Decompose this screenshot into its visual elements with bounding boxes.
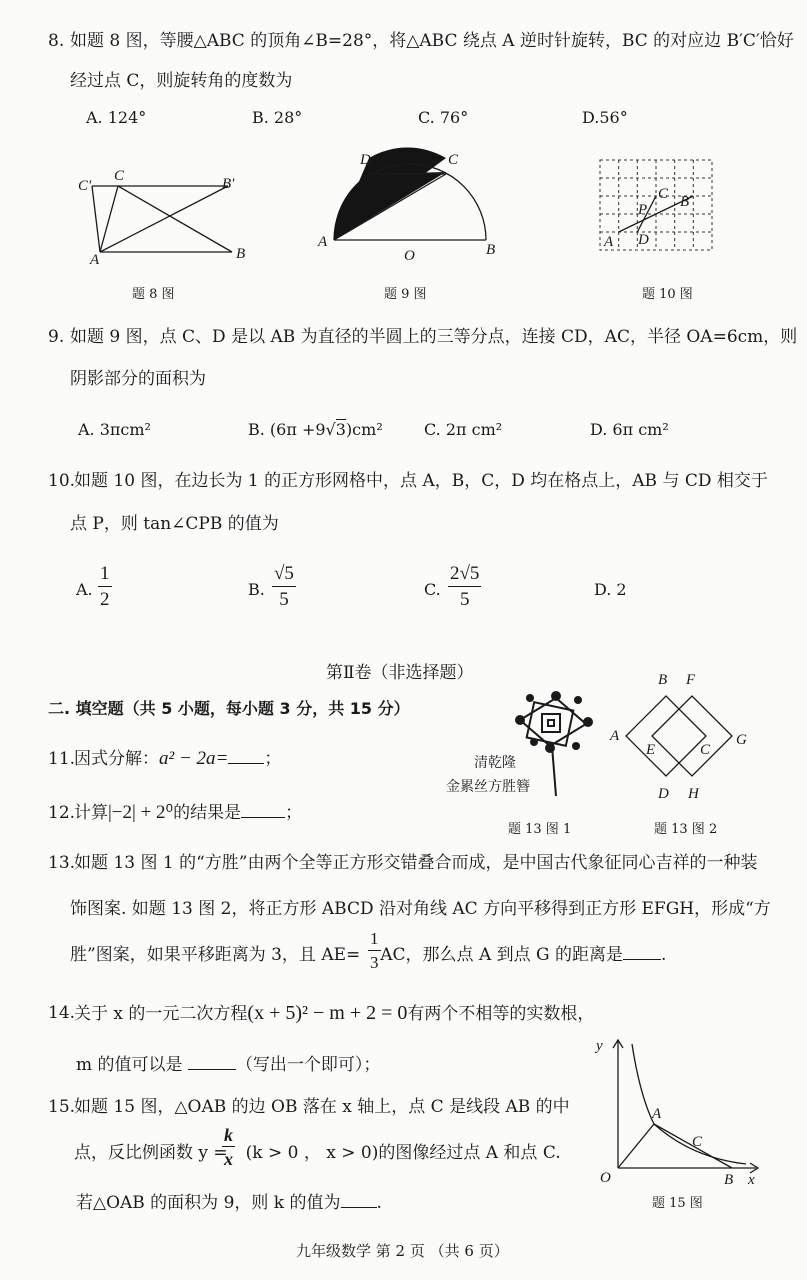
fig13-2-label-a: A xyxy=(610,728,620,744)
page-footer: 九年级数学 第 2 页 （共 6 页） xyxy=(296,1242,509,1260)
fig15-label-y: y xyxy=(596,1038,603,1054)
q8-text-line1: 如题 8 图，等腰△ABC 的顶角∠B=28°，将△ABC 绕点 A 逆时针旋转，BC 的对应边 B′C′恰好 xyxy=(70,31,794,51)
q9-option-b-prefix: B. (6π +9 xyxy=(248,420,326,439)
q10-text-line2: 点 P，则 tan∠CPB 的值为 xyxy=(70,514,279,534)
q9-option-b-radicand: 3 xyxy=(335,420,346,439)
q12-suffix: 的结果是 xyxy=(173,803,242,823)
q14-equation: (x + 5)² − m + 2 = 0 xyxy=(247,1002,408,1024)
fig9-caption: 题 9 图 xyxy=(384,287,427,302)
q15-number: 15. xyxy=(48,1097,76,1117)
figure-9 xyxy=(318,148,508,268)
fig13-2-label-f: F xyxy=(686,672,696,688)
figure-13-2 xyxy=(610,668,760,808)
q11-end: ； xyxy=(264,749,282,769)
q15-line2-prefix: 点，反比例函数 y = xyxy=(74,1143,228,1163)
q13-line3-suffix: AC，那么点 A 到点 G 的距离是 xyxy=(380,945,624,965)
q15-fraction-denominator: x xyxy=(224,1149,233,1169)
q15-text-line3 xyxy=(76,1192,382,1214)
q14-text-line2 xyxy=(76,1054,380,1076)
q13-text-line2: 饰图案. 如题 13 图 2，将正方形 ABCD 沿对角线 AC 方向平移得到正方形 EFGH，形成“方 xyxy=(70,899,771,919)
fig13-1-label-line2: 金累丝方胜簪 xyxy=(446,779,530,795)
fig9-label-b: B xyxy=(486,242,496,258)
q10-option-b-numerator: √5 xyxy=(272,562,296,587)
q10-option-a-fraction xyxy=(98,562,112,613)
fig10-label-p: P xyxy=(638,202,648,218)
figure-15 xyxy=(592,1036,764,1186)
q15-text-line2 xyxy=(74,1142,561,1164)
q13-number: 13. xyxy=(48,853,76,873)
q15-answer-blank xyxy=(341,1207,377,1208)
q10-option-c-fraction xyxy=(448,562,481,613)
q10-option-a-denominator: 2 xyxy=(100,589,110,610)
q12-prefix: 计算 xyxy=(74,803,108,823)
q12-number: 12. xyxy=(48,803,76,823)
q11-number: 11. xyxy=(48,749,76,769)
q13-text-line1: 如题 13 图 1 的“方胜”由两个全等正方形交错叠合而成，是中国古代象征同心吉祥的一种装 xyxy=(74,853,758,873)
fig8-label-b-prime: B′ xyxy=(222,176,235,192)
q10-number: 10. xyxy=(48,471,76,491)
fig15-label-o: O xyxy=(600,1170,611,1186)
q11-answer-blank xyxy=(228,763,264,764)
q14-answer-blank xyxy=(188,1069,236,1070)
q10-option-c-numerator: 2√5 xyxy=(448,562,481,587)
q13-fraction xyxy=(368,928,381,975)
q8-option-a: A. 124° xyxy=(86,108,147,127)
fig13-2-label-e: E xyxy=(646,742,656,758)
fig15-label-c: C xyxy=(692,1134,703,1150)
fig9-label-o: O xyxy=(404,248,415,264)
q13-fraction-denominator: 3 xyxy=(370,953,379,972)
q10-option-c-denominator: 5 xyxy=(459,589,470,610)
q14-line2-suffix: （写出一个即可）； xyxy=(235,1055,381,1075)
fig13-2-caption: 题 13 图 2 xyxy=(654,822,718,837)
q8-option-d: D.56° xyxy=(582,108,628,127)
q9-option-d: D. 6π cm² xyxy=(590,420,669,439)
fig13-1-caption: 题 13 图 1 xyxy=(508,822,572,837)
q14-prefix: 关于 x 的一元二次方程 xyxy=(74,1004,248,1024)
fig9-label-d: D xyxy=(360,152,371,168)
q9-number: 9. xyxy=(48,327,65,347)
q10-option-a-label: A. xyxy=(76,580,93,599)
fig8-label-a: A xyxy=(90,252,100,268)
q12-text xyxy=(74,802,302,824)
q13-answer-blank xyxy=(623,959,661,960)
q10-option-d: D. 2 xyxy=(594,580,627,599)
q11-prefix: 因式分解： xyxy=(74,749,159,769)
fig8-label-b: B xyxy=(236,246,246,262)
fig15-label-a: A xyxy=(652,1106,662,1122)
fig8-label-c-prime: C′ xyxy=(78,178,92,194)
q10-option-b-label: B. xyxy=(248,580,265,599)
q8-number: 8. xyxy=(48,31,65,51)
q8-text-line2: 经过点 C，则旋转角的度数为 xyxy=(70,71,293,91)
section2-heading: 二. 填空题（共 5 小题，每小题 3 分，共 15 分） xyxy=(48,699,410,718)
q9-option-b-suffix: )cm² xyxy=(345,420,383,439)
q12-end: ； xyxy=(285,803,303,823)
fig8-label-c: C xyxy=(114,168,125,184)
q14-number: 14. xyxy=(48,1003,76,1023)
q10-option-a-numerator: 1 xyxy=(98,562,112,587)
fig13-2-label-b: B xyxy=(658,672,668,688)
q14-text-line1 xyxy=(74,1002,594,1025)
q15-end: . xyxy=(376,1193,382,1213)
q12-expression: |−2| + 2⁰ xyxy=(108,802,174,823)
q15-fraction xyxy=(222,1124,235,1171)
q12-answer-blank xyxy=(241,817,285,818)
fig13-2-label-c: C xyxy=(700,742,711,758)
q9-option-c: C. 2π cm² xyxy=(424,420,503,439)
fig9-label-a: A xyxy=(318,234,328,250)
q9-option-a: A. 3πcm² xyxy=(78,420,151,439)
q10-option-b-denominator: 5 xyxy=(279,589,289,610)
q10-option-c-label: C. xyxy=(424,580,441,599)
fig15-label-b: B xyxy=(724,1172,734,1188)
q8-option-b: B. 28° xyxy=(252,108,303,127)
q15-text-line1: 如题 15 图，△OAB 的边 OB 落在 x 轴上，点 C 是线段 AB 的中 xyxy=(74,1097,570,1117)
fig8-caption: 题 8 图 xyxy=(132,287,175,302)
fig10-label-c: C xyxy=(658,186,669,202)
fig13-2-label-g: G xyxy=(736,732,747,748)
q15-fraction-numerator: k xyxy=(224,1125,233,1145)
figure-8 xyxy=(70,160,270,280)
q14-suffix: 有两个不相等的实数根， xyxy=(407,1004,595,1024)
q9-option-b-radical: √3 xyxy=(325,420,346,439)
q13-end: . xyxy=(661,945,667,965)
fig10-caption: 题 10 图 xyxy=(642,287,693,302)
q15-line3-prefix: 若△OAB 的面积为 9，则 k 的值为 xyxy=(76,1193,341,1213)
q11-expression: a² − 2a= xyxy=(159,748,229,769)
q9-text-line1: 如题 9 图，点 C、D 是以 AB 为直径的半圆上的三等分点，连接 CD，AC，半径 OA=6cm，则 xyxy=(70,327,798,347)
q10-option-b-fraction xyxy=(272,562,296,613)
q15-line2-suffix: (k > 0 ， x > 0)的图像经过点 A 和点 C. xyxy=(245,1143,561,1163)
q10-text-line1: 如题 10 图，在边长为 1 的正方形网格中，点 A，B，C，D 均在格点上，AB 与 CD 相交于 xyxy=(74,471,768,491)
fig13-2-label-h: H xyxy=(688,786,699,802)
fig13-2-label-d: D xyxy=(658,786,669,802)
q13-line3-prefix: 胜”图案，如果平移距离为 3，且 AE= xyxy=(70,945,361,965)
q11-text xyxy=(74,748,281,770)
q13-fraction-numerator: 1 xyxy=(368,928,381,951)
q9-option-b xyxy=(248,420,383,439)
figure-10 xyxy=(598,158,718,258)
fig9-label-c: C xyxy=(448,152,459,168)
fig15-caption: 题 15 图 xyxy=(652,1196,703,1211)
fig10-label-d: D xyxy=(638,232,649,248)
q9-text-line2: 阴影部分的面积为 xyxy=(70,369,206,389)
q14-line2-prefix: m 的值可以是 xyxy=(76,1055,183,1075)
fig15-label-x: x xyxy=(748,1172,755,1188)
fig10-label-b: B xyxy=(680,194,690,210)
fig13-1-label-line1: 清乾隆 xyxy=(474,755,516,771)
part2-title: 第Ⅱ卷（非选择题） xyxy=(326,663,474,683)
fig10-label-a: A xyxy=(604,234,614,250)
q8-option-c: C. 76° xyxy=(418,108,469,127)
